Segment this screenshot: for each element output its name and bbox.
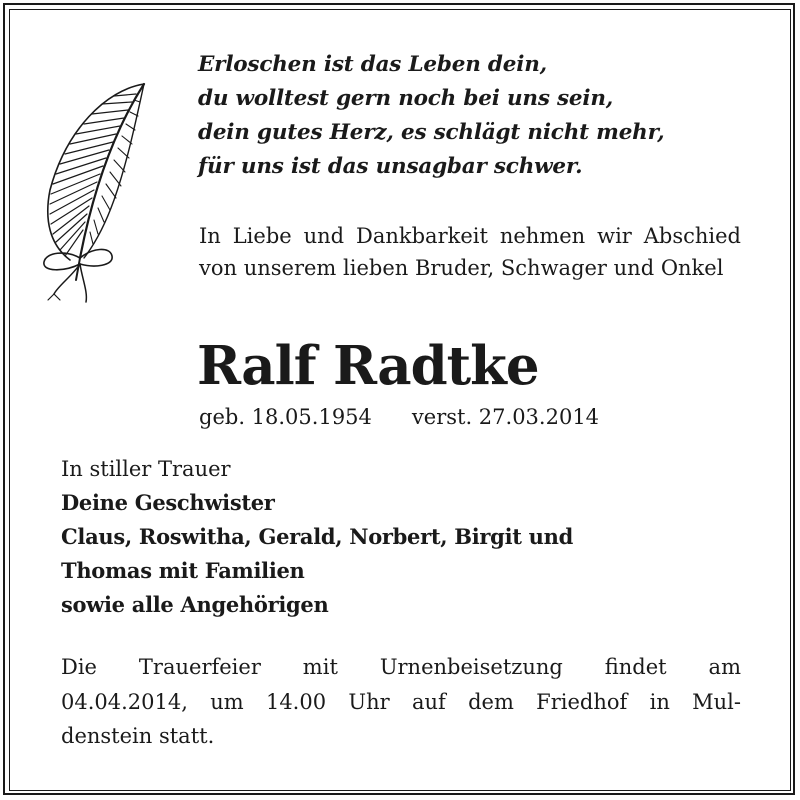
memorial-poem bbox=[198, 48, 758, 184]
mourning-lead: In stiller Trauer bbox=[61, 457, 231, 481]
funeral-notice bbox=[61, 650, 741, 754]
deceased-name: Ralf Radtke bbox=[197, 335, 539, 397]
poem-line: du wolltest gern noch bei uns sein, bbox=[198, 86, 614, 111]
poem-line: dein gutes Herz, es schlägt nicht mehr, bbox=[198, 120, 665, 145]
mourner-line: Deine Geschwister bbox=[61, 490, 275, 515]
mourner-line: Claus, Roswitha, Gerald, Norbert, Birgit und bbox=[61, 524, 573, 549]
mourner-line: Thomas mit Familien bbox=[61, 558, 305, 583]
death-date: verst. 27.03.2014 bbox=[411, 405, 600, 429]
mourners-block bbox=[61, 452, 761, 622]
poem-line: Erloschen ist das Leben dein, bbox=[198, 52, 547, 77]
birth-date: geb. 18.05.1954 bbox=[199, 405, 372, 429]
funeral-line: Die Trauerfeier mit Urnenbeisetzung findet am bbox=[61, 655, 741, 679]
mourner-line: sowie alle Angehörigen bbox=[61, 592, 329, 617]
life-dates bbox=[199, 401, 599, 433]
farewell-intro: In Liebe und Dankbarkeit nehmen wir Abschied von unserem lieben Bruder, Schwager und Onkel bbox=[199, 224, 741, 280]
funeral-line: 04.04.2014, um 14.00 Uhr auf dem Friedhof in Mul- bbox=[61, 689, 741, 714]
feather-icon bbox=[36, 80, 148, 308]
funeral-line: denstein statt. bbox=[61, 724, 215, 748]
poem-line: für uns ist das unsagbar schwer. bbox=[198, 154, 583, 179]
